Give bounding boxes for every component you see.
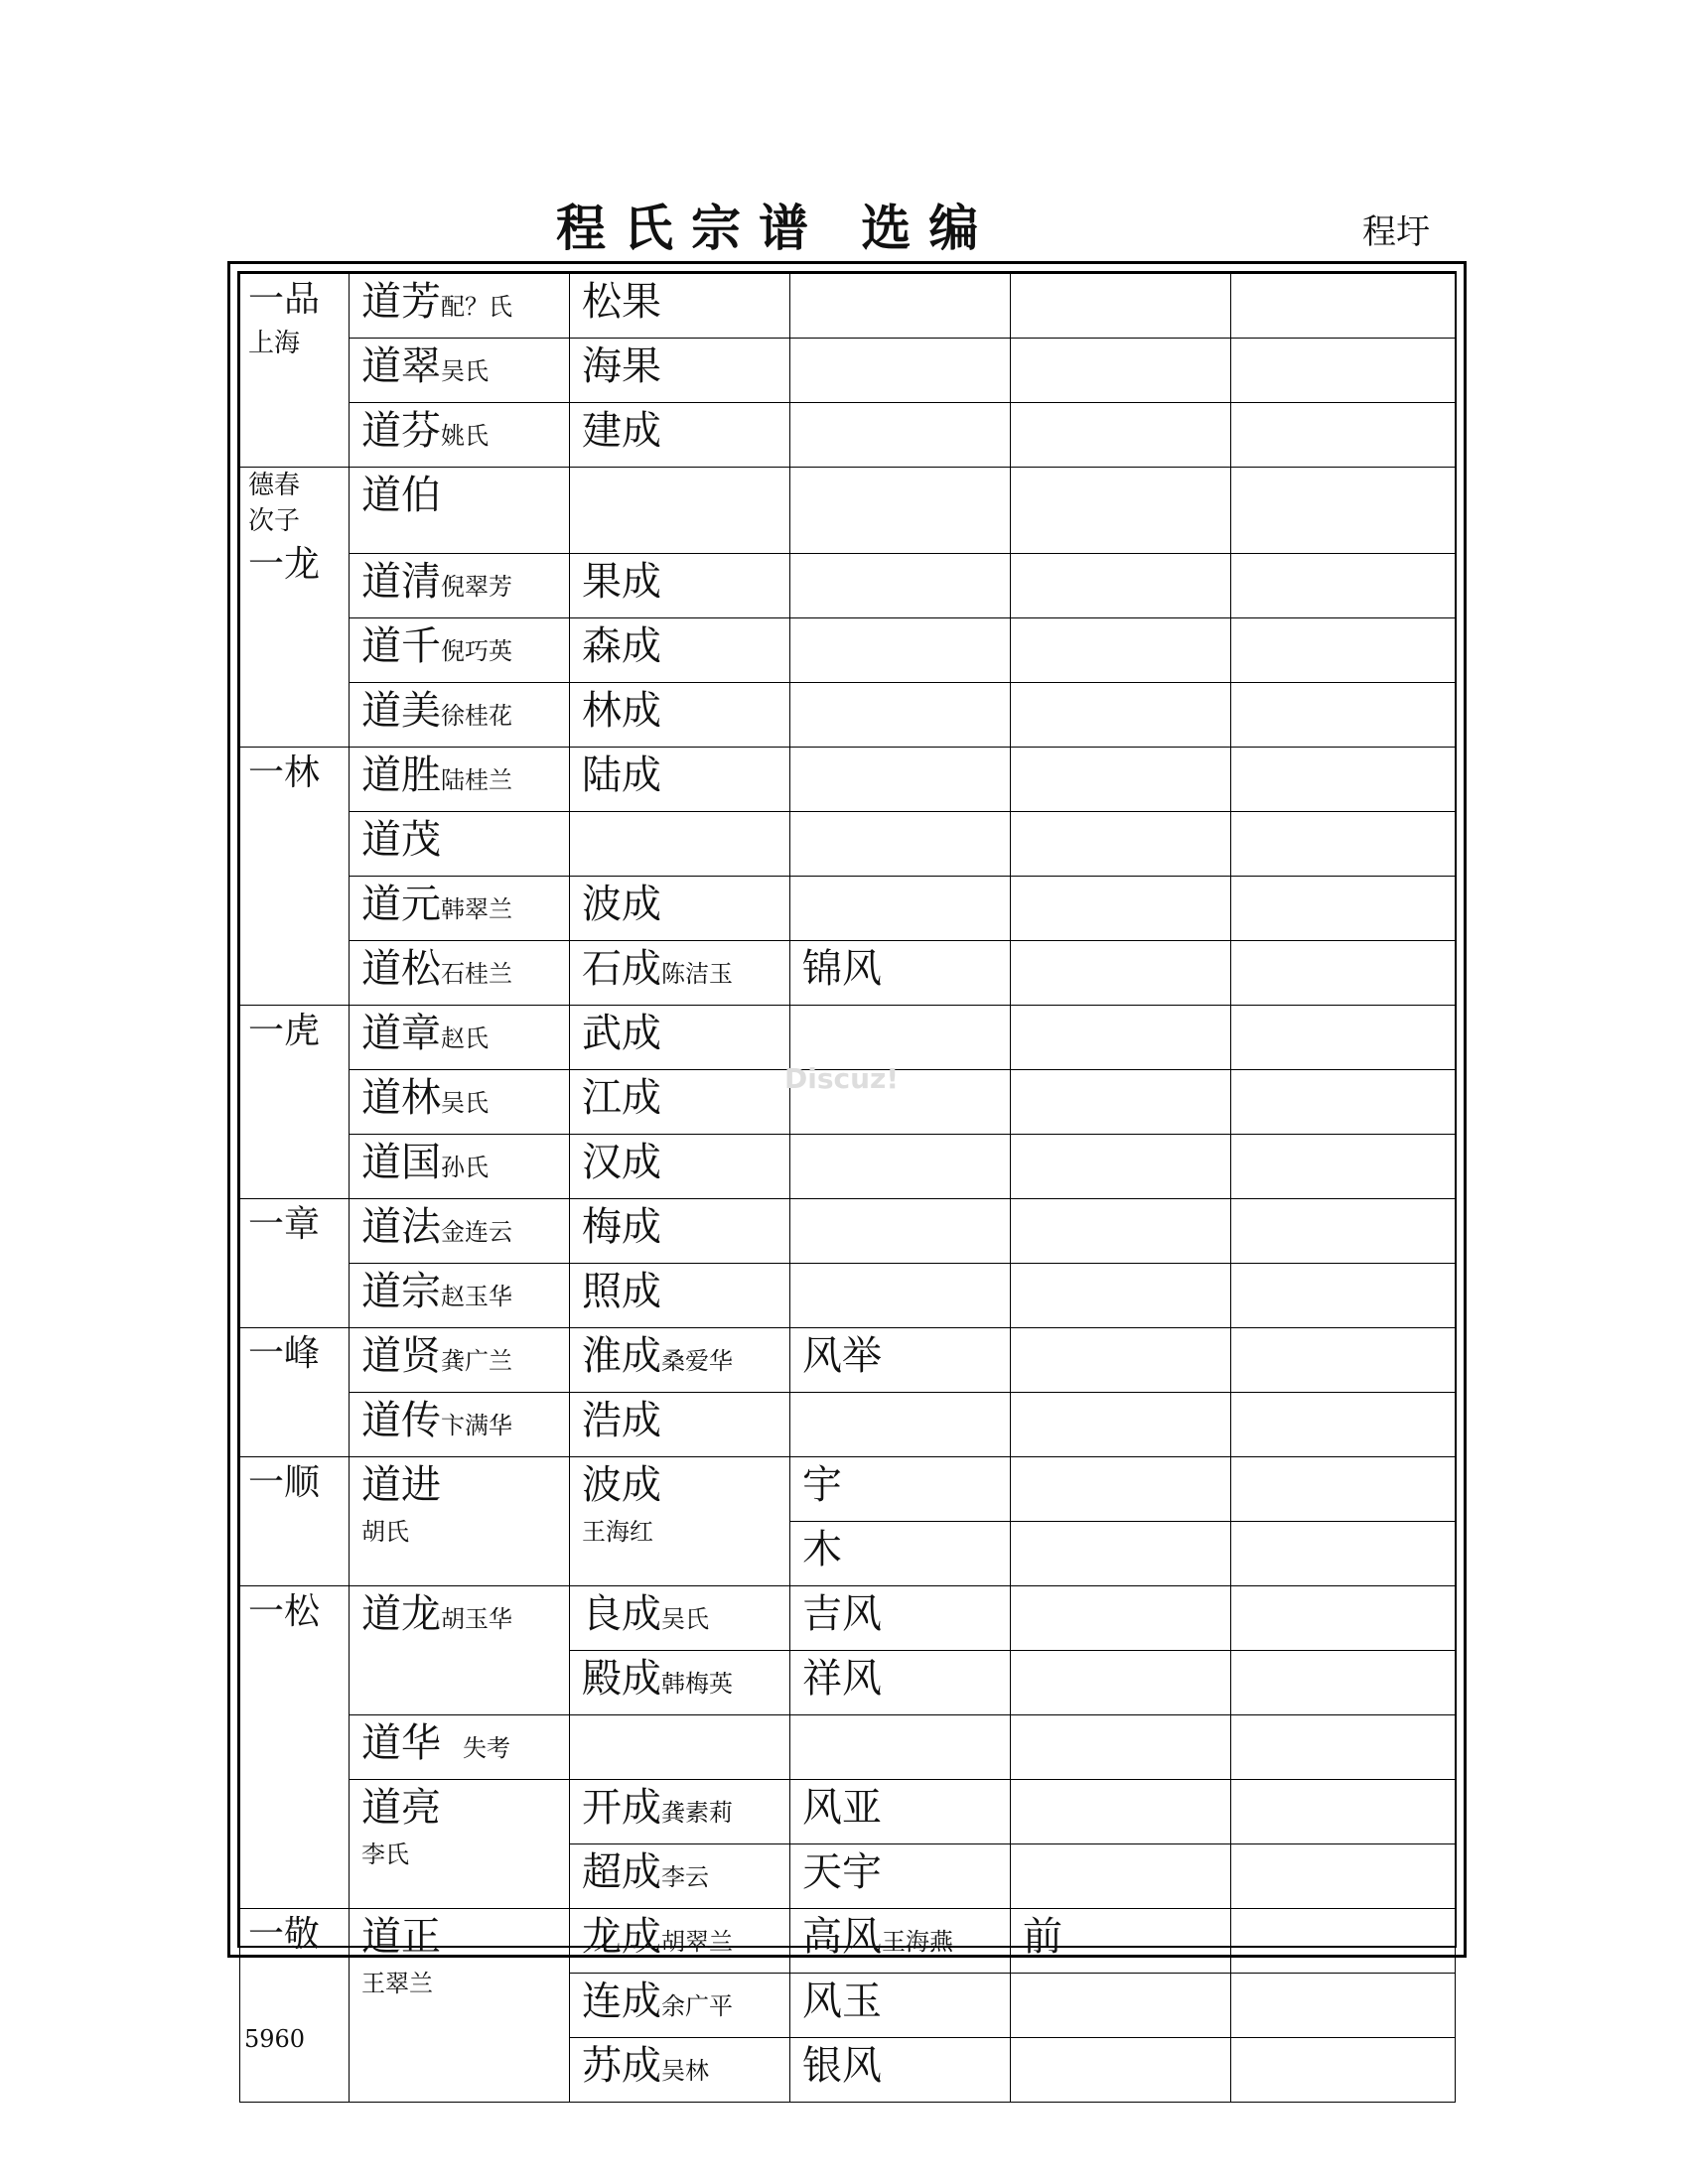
gen6-cell: [1231, 1264, 1456, 1328]
gen4-cell: [790, 1264, 1011, 1328]
gen2-cell: [350, 1135, 570, 1199]
gen6-cell: [1231, 403, 1456, 468]
gen6-cell: [1231, 1651, 1456, 1715]
gen2-name: 道翠: [361, 343, 441, 389]
gen2-spouse: 配？氏: [441, 293, 512, 321]
gen2-cell: [350, 1586, 570, 1715]
gen2-cell: [350, 274, 570, 339]
gen6-cell: [1231, 1780, 1456, 1844]
table-row: [240, 1328, 1456, 1393]
gen2-name: 道茂: [361, 817, 441, 863]
gen3-name: 淮成: [582, 1333, 661, 1379]
gen6-cell: [1231, 1974, 1456, 2038]
gen2-spouse: 赵氏: [441, 1024, 489, 1052]
gen1-cell: [240, 468, 350, 748]
table-row: [240, 554, 1456, 618]
gen1-name: 一顺: [248, 1462, 321, 1503]
gen4-cell: [790, 2038, 1011, 2103]
gen5-cell: [1011, 1393, 1231, 1457]
gen2-name: 道千: [361, 623, 441, 669]
gen2-name: 道伯: [361, 473, 441, 518]
gen1-name: 一虎: [248, 1011, 321, 1051]
gen2-cell: [350, 941, 570, 1006]
gen4-cell: [790, 468, 1011, 554]
gen2-cell: [350, 1199, 570, 1264]
table-row: [240, 877, 1456, 941]
gen3-cell: [570, 1006, 790, 1070]
gen2-name: 道元: [361, 882, 441, 927]
gen3-cell: [570, 1780, 790, 1844]
gen5-cell: [1011, 748, 1231, 812]
gen4-name: 风举: [802, 1333, 882, 1379]
gen2-name: 道林: [361, 1075, 441, 1121]
gen1-cell: [240, 748, 350, 1006]
gen3-name: 海果: [582, 343, 661, 389]
gen3-spouse: 胡翠兰: [661, 1928, 733, 1956]
gen5-cell: [1011, 2038, 1231, 2103]
gen2-name: 道章: [361, 1011, 441, 1056]
gen2-cell: [350, 1909, 570, 2103]
location-label: 程圩: [1362, 212, 1430, 252]
gen2-spouse: 龚广兰: [441, 1347, 512, 1375]
gen5-cell: [1011, 1844, 1231, 1909]
gen3-spouse: 桑爱华: [661, 1347, 733, 1375]
gen3-spouse: 陈洁玉: [661, 960, 733, 988]
table-row: [240, 618, 1456, 683]
gen3-spouse: 吴林: [661, 2057, 709, 2085]
gen2-spouse: 吴氏: [441, 1089, 489, 1117]
gen6-cell: [1231, 683, 1456, 748]
gen1-cell: [240, 1457, 350, 1586]
gen6-cell: [1231, 877, 1456, 941]
gen4-cell: [790, 748, 1011, 812]
gen1-cell: [240, 1199, 350, 1328]
gen4-cell: [790, 1780, 1011, 1844]
gen4-name: 高风: [802, 1914, 882, 1960]
gen6-cell: [1231, 1457, 1456, 1522]
gen3-cell: [570, 748, 790, 812]
gen3-cell: [570, 1199, 790, 1264]
gen3-name: 武成: [582, 1011, 661, 1056]
gen2-name: 道芳: [361, 279, 441, 325]
table-row: [240, 1006, 1456, 1070]
gen3-cell: [570, 2038, 790, 2103]
gen2-cell: [350, 468, 570, 554]
gen6-cell: [1231, 941, 1456, 1006]
gen3-name: 石成: [582, 946, 661, 992]
gen1-name: 一章: [248, 1204, 321, 1245]
table-row: [240, 274, 1456, 339]
gen5-cell: [1011, 1715, 1231, 1780]
gen2-cell: [350, 403, 570, 468]
gen1-note: 次子: [248, 506, 301, 536]
gen6-cell: [1231, 1006, 1456, 1070]
gen1-name: 一林: [248, 752, 321, 793]
gen5-cell: [1011, 683, 1231, 748]
gen5-cell: [1011, 1522, 1231, 1586]
gen5-cell: [1011, 1264, 1231, 1328]
gen3-name: 汉成: [582, 1140, 661, 1185]
gen2-cell: [350, 1328, 570, 1393]
gen4-cell: [790, 1135, 1011, 1199]
gen2-name: 道清: [361, 559, 441, 605]
genealogy-table: [239, 273, 1456, 2103]
gen3-name: 林成: [582, 688, 661, 734]
gen2-spouse: 吴氏: [441, 357, 489, 385]
gen3-cell: [570, 941, 790, 1006]
gen6-cell: [1231, 554, 1456, 618]
gen2-cell: [350, 1457, 570, 1586]
gen4-name: 锦风: [802, 946, 882, 992]
gen3-cell: [570, 403, 790, 468]
gen4-spouse: 王海燕: [882, 1928, 953, 1956]
gen3-cell: [570, 1393, 790, 1457]
gen3-cell: [570, 1264, 790, 1328]
gen3-name: 果成: [582, 559, 661, 605]
gen3-cell: [570, 468, 790, 554]
table-row: [240, 1586, 1456, 1651]
gen3-name: 连成: [582, 1979, 661, 2024]
gen5-cell: [1011, 468, 1231, 554]
gen2-name: 道美: [361, 688, 441, 734]
gen5-cell: [1011, 1006, 1231, 1070]
gen2-spouse: 倪巧英: [441, 637, 512, 665]
gen5-cell: [1011, 1328, 1231, 1393]
gen5-cell: [1011, 554, 1231, 618]
gen2-spouse: 韩翠兰: [441, 895, 512, 923]
gen3-cell: [570, 1328, 790, 1393]
gen2-name: 道亮: [361, 1785, 441, 1831]
gen6-cell: [1231, 1586, 1456, 1651]
gen6-cell: [1231, 618, 1456, 683]
gen1-name: 一敬: [248, 1914, 321, 1955]
gen2-spouse: 倪翠芳: [441, 573, 512, 601]
gen2-cell: [350, 339, 570, 403]
gen3-cell: [570, 1909, 790, 1974]
gen4-cell: [790, 1844, 1011, 1909]
gen4-name: 风玉: [802, 1979, 882, 2024]
gen4-cell: [790, 941, 1011, 1006]
page-number: 5960: [244, 2025, 306, 2053]
gen5-cell: [1011, 877, 1231, 941]
table-row: [240, 339, 1456, 403]
gen6-cell: [1231, 1328, 1456, 1393]
gen3-name: 松果: [582, 279, 661, 325]
gen3-cell: [570, 877, 790, 941]
gen4-name: 宇: [802, 1462, 842, 1508]
gen3-name: 梅成: [582, 1204, 661, 1250]
gen4-cell: [790, 1006, 1011, 1070]
gen3-name: 良成: [582, 1591, 661, 1637]
gen4-cell: [790, 1974, 1011, 2038]
gen2-spouse: 卞满华: [441, 1412, 512, 1439]
gen2-cell: [350, 1264, 570, 1328]
gen5-cell: [1011, 1780, 1231, 1844]
gen2-name: 道贤: [361, 1333, 441, 1379]
gen3-cell: [570, 1844, 790, 1909]
gen6-cell: [1231, 1135, 1456, 1199]
gen2-name: 道龙: [361, 1591, 441, 1637]
gen3-cell: [570, 274, 790, 339]
gen2-spouse: 赵玉华: [441, 1283, 512, 1310]
gen3-name: 波成: [582, 1462, 661, 1508]
gen4-cell: [790, 683, 1011, 748]
gen2-name: 道传: [361, 1398, 441, 1443]
gen3-cell: [570, 1715, 790, 1780]
gen1-cell: [240, 274, 350, 468]
gen5-name: 前: [1023, 1914, 1062, 1960]
gen4-cell: [790, 1651, 1011, 1715]
page-title: 程氏宗谱 选编: [556, 200, 997, 257]
gen6-cell: [1231, 812, 1456, 877]
gen2-cell: [350, 1780, 570, 1909]
gen2-cell: [350, 877, 570, 941]
gen4-name: 吉风: [802, 1591, 882, 1637]
gen3-name: 浩成: [582, 1398, 661, 1443]
gen2-cell: [350, 1393, 570, 1457]
gen3-cell: [570, 812, 790, 877]
gen4-cell: [790, 1909, 1011, 1974]
gen2-name: 道松: [361, 946, 441, 992]
gen6-cell: [1231, 1393, 1456, 1457]
table-row: [240, 1909, 1456, 1974]
gen3-spouse: 余广平: [661, 1992, 733, 2020]
gen5-cell: [1011, 339, 1231, 403]
gen6-cell: [1231, 1522, 1456, 1586]
gen1-cell: [240, 1328, 350, 1457]
gen2-cell: [350, 748, 570, 812]
gen4-cell: [790, 877, 1011, 941]
gen1-name: 一品: [248, 279, 321, 320]
gen3-name: 龙成: [582, 1914, 661, 1960]
gen3-cell: [570, 1974, 790, 2038]
gen1-note: 德春: [248, 471, 301, 500]
gen1-name: 一松: [248, 1591, 321, 1632]
gen5-cell: [1011, 1457, 1231, 1522]
gen3-spouse: 龚素莉: [661, 1799, 733, 1827]
table-row: [240, 812, 1456, 877]
gen2-spouse: 金连云: [441, 1218, 512, 1246]
gen3-spouse: 李云: [661, 1863, 709, 1891]
gen4-cell: [790, 1393, 1011, 1457]
table-row: [240, 1135, 1456, 1199]
gen1-cell: [240, 1006, 350, 1199]
gen6-cell: [1231, 1844, 1456, 1909]
gen5-cell: [1011, 1651, 1231, 1715]
table-row: [240, 941, 1456, 1006]
gen2-spouse: 胡玉华: [441, 1605, 512, 1633]
gen2-name: 道胜: [361, 752, 441, 798]
gen3-cell: [570, 1135, 790, 1199]
gen4-cell: [790, 812, 1011, 877]
gen2-spouse: 姚氏: [441, 422, 489, 450]
gen2-spouse: 李氏: [361, 1841, 409, 1868]
gen2-spouse: 徐桂花: [441, 702, 512, 730]
gen4-cell: [790, 554, 1011, 618]
gen2-note: 失考: [463, 1734, 510, 1762]
gen3-name: 照成: [582, 1269, 661, 1314]
gen2-name: 道国: [361, 1140, 441, 1185]
gen2-spouse: 孙氏: [441, 1154, 489, 1181]
gen3-name: 开成: [582, 1785, 661, 1831]
gen2-name: 道宗: [361, 1269, 441, 1314]
gen5-cell: [1011, 812, 1231, 877]
table-row: [240, 1264, 1456, 1328]
gen3-cell: [570, 683, 790, 748]
gen4-name: 银风: [802, 2043, 882, 2089]
gen6-cell: [1231, 339, 1456, 403]
gen6-cell: [1231, 2038, 1456, 2103]
gen4-cell: [790, 1522, 1011, 1586]
gen4-cell: [790, 1328, 1011, 1393]
table-row: [240, 1715, 1456, 1780]
table-row: [240, 403, 1456, 468]
gen3-name: 建成: [582, 408, 661, 454]
table-row: [240, 1780, 1456, 1844]
gen5-cell: [1011, 1070, 1231, 1135]
gen2-name: 道华: [361, 1720, 441, 1766]
gen2-cell: [350, 554, 570, 618]
gen6-cell: [1231, 1715, 1456, 1780]
gen3-cell: [570, 618, 790, 683]
gen6-cell: [1231, 468, 1456, 554]
gen4-cell: [790, 274, 1011, 339]
gen1-note: 上海: [248, 329, 301, 358]
gen2-name: 道法: [361, 1204, 441, 1250]
gen3-cell: [570, 1070, 790, 1135]
gen3-spouse: 吴氏: [661, 1605, 709, 1633]
gen5-cell: [1011, 1586, 1231, 1651]
table-row: [240, 1457, 1456, 1522]
gen4-name: 风亚: [802, 1785, 882, 1831]
gen3-name: 殿成: [582, 1656, 661, 1702]
table-row: [240, 468, 1456, 554]
gen3-name: 波成: [582, 882, 661, 927]
gen2-spouse: 陆桂兰: [441, 766, 512, 794]
gen6-cell: [1231, 748, 1456, 812]
gen5-cell: [1011, 1974, 1231, 2038]
gen2-spouse: 王翠兰: [361, 1970, 433, 1997]
gen2-cell: [350, 1715, 570, 1780]
gen3-cell: [570, 1457, 790, 1586]
gen5-cell: [1011, 274, 1231, 339]
gen4-cell: [790, 1457, 1011, 1522]
gen5-cell: [1011, 941, 1231, 1006]
gen3-cell: [570, 1586, 790, 1651]
gen2-name: 道正: [361, 1914, 441, 1960]
gen3-cell: [570, 339, 790, 403]
gen5-cell: [1011, 1199, 1231, 1264]
gen6-cell: [1231, 1199, 1456, 1264]
gen3-name: 森成: [582, 623, 661, 669]
gen1-cell: [240, 1586, 350, 1909]
gen2-cell: [350, 812, 570, 877]
gen3-name: 苏成: [582, 2043, 661, 2089]
gen4-cell: [790, 339, 1011, 403]
gen3-spouse: 韩梅英: [661, 1670, 733, 1698]
gen3-cell: [570, 554, 790, 618]
gen1-name: 一峰: [248, 1333, 321, 1374]
gen6-cell: [1231, 274, 1456, 339]
table-row: [240, 1199, 1456, 1264]
gen4-name: 木: [802, 1527, 842, 1572]
gen1-cell: [240, 1909, 350, 2103]
gen5-cell: [1011, 1135, 1231, 1199]
gen2-cell: [350, 618, 570, 683]
gen4-cell: [790, 1199, 1011, 1264]
gen5-cell: [1011, 1909, 1231, 1974]
gen2-spouse: 石桂兰: [441, 960, 512, 988]
gen3-name: 超成: [582, 1849, 661, 1895]
gen6-cell: [1231, 1070, 1456, 1135]
gen4-name: 天宇: [802, 1849, 882, 1895]
gen3-cell: [570, 1651, 790, 1715]
table-row: [240, 683, 1456, 748]
gen3-name: 陆成: [582, 752, 661, 798]
gen6-cell: [1231, 1909, 1456, 1974]
table-row: [240, 1393, 1456, 1457]
gen2-cell: [350, 1006, 570, 1070]
gen4-cell: [790, 1715, 1011, 1780]
gen4-cell: [790, 1586, 1011, 1651]
gen2-name: 道芬: [361, 408, 441, 454]
gen1-name: 一龙: [248, 544, 321, 585]
gen3-name: 江成: [582, 1075, 661, 1121]
watermark: Discuz!: [784, 1062, 900, 1095]
gen2-name: 道进: [361, 1462, 441, 1508]
gen2-cell: [350, 683, 570, 748]
gen5-cell: [1011, 403, 1231, 468]
gen4-cell: [790, 403, 1011, 468]
table-row: [240, 748, 1456, 812]
gen2-spouse: 胡氏: [361, 1518, 409, 1546]
gen5-cell: [1011, 618, 1231, 683]
gen4-cell: [790, 618, 1011, 683]
gen2-cell: [350, 1070, 570, 1135]
gen3-spouse: 王海红: [582, 1518, 653, 1546]
gen4-name: 祥风: [802, 1656, 882, 1702]
